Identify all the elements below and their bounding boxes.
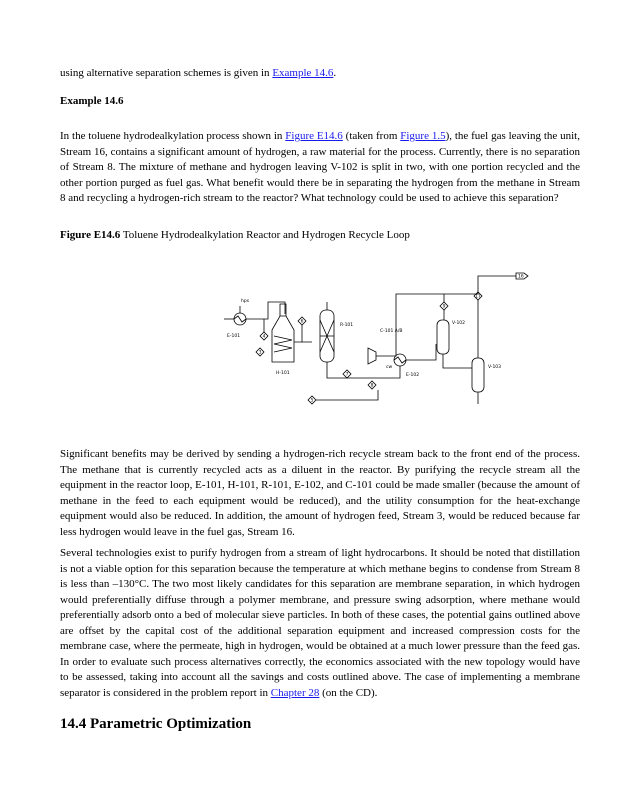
process-flow-diagram: [160, 264, 540, 414]
example-link[interactable]: Example 14.6: [272, 67, 334, 79]
r101-reactor-icon: [320, 302, 334, 362]
svg-text:3: 3: [258, 350, 262, 356]
stream-16-marker: [516, 273, 528, 280]
svg-text:6: 6: [300, 319, 304, 325]
v103-separator-icon: [472, 358, 484, 404]
svg-text:7: 7: [345, 372, 349, 378]
svg-text:9: 9: [442, 304, 446, 310]
e101-label: E-101: [227, 334, 241, 339]
stream-5-marker: [308, 396, 316, 404]
v102-label: V-102: [452, 321, 466, 326]
stream-9-marker: [440, 302, 448, 310]
benefits-paragraph: Significant benefits may be derived by sending a hydrogen-rich recycle stream back to the front end of the process. The methane that is currently recycled acts as a diluent in the reactor. By purifying the recycle stream all the equipment in the reactor loop, E-101, H-101, R-101, E-102, and C-101 could be made smaller (because the amount of methane in the feed to each equipment would be reduced), and the utility consumption for the heat-exchange equipment would also be reduced. In addition, the amount of hydrogen feed, Stream 3, would be reduced because far less hydrogen would leave in the fuel gas, Stream 16.: [60, 448, 580, 538]
h101-label: H-101: [276, 371, 290, 376]
h101-heater-icon: [272, 304, 294, 362]
stream-6-marker: [298, 317, 306, 325]
figure-caption: Figure E14.6 Toluene Hydrodealkylation Reactor and Hydrogen Recycle Loop: [60, 229, 410, 241]
figure-label: Figure E14.6: [60, 229, 121, 241]
example-heading: Example 14.6: [60, 95, 124, 107]
r101-label: R-101: [340, 323, 354, 328]
stream-4-marker: [260, 332, 268, 340]
technologies-paragraph: Several technologies exist to purify hydrogen from a stream of light hydrocarbons. It should be noted that distillation is not a viable option for this separation because the temperature at which methane begins to condense from Stream 8 is less than –130°C. The two most likely candidates for this separation are membrane separation, in which hydrogen would preferentially diffuse through a polymer membrane, and pressure swing adsorption, where methane would preferentially adsorb onto a bed of molecular sieve particles. In both of these cases, the potential gains outlined above are offset by the capital cost of the additional separation equipment and increased compression costs for the membrane case, where the permeate, high in hydrogen, would be obtained at a much lower pressure than the feed gas. In order to evaluate such process alternatives correctly, the economics associated with the new topology would have to be assessed, taking into account all the savings and costs outlined above. The case of implementing a membrane separator is considered in the problem report in Chapter 28 (on the CD).: [60, 547, 580, 699]
section-heading: 14.4 Parametric Optimization: [60, 716, 252, 732]
svg-text:5: 5: [310, 398, 314, 404]
figure-1-5-link[interactable]: Figure 1.5: [400, 130, 446, 142]
stream-3-marker: [256, 348, 264, 356]
e102-label: E-102: [406, 373, 420, 378]
stream-8-marker: [368, 381, 376, 389]
example-paragraph: In the toluene hydrodealkylation process shown in Figure E14.6 (taken from Figure 1.5), the fuel gas leaving the unit, Stream 16, contains a significant amount of hydrogen, a raw material for the process. Currently, there is no separation of Stream 8. The mixture of methane and hydrogen leaving V-102 is split in two, with one portion recycled and the other portion purged as fuel gas. What benefit would there be in separating the hydrogen from the methane in Stream 8 and recycling a hydrogen-rich stream to the reactor? What technology could be used to achieve this separation?: [60, 130, 580, 204]
intro-paragraph: using alternative separation schemes is given in Example 14.6.: [60, 67, 337, 79]
stream-7-marker: [343, 370, 351, 378]
hps-label: hps: [241, 299, 250, 304]
c101-compressor-icon: [368, 348, 376, 364]
chapter-28-link[interactable]: Chapter 28: [270, 686, 320, 699]
c101-label: C-101 A/B: [380, 329, 403, 334]
svg-text:4: 4: [262, 334, 266, 340]
svg-text:8: 8: [370, 383, 374, 389]
svg-text:16: 16: [518, 274, 524, 280]
v102-separator-icon: [437, 320, 449, 354]
svg-text:17: 17: [475, 294, 481, 300]
cw-label: cw: [386, 365, 393, 370]
figure-e14-6-link[interactable]: Figure E14.6: [285, 130, 343, 142]
v103-label: V-103: [488, 365, 502, 370]
